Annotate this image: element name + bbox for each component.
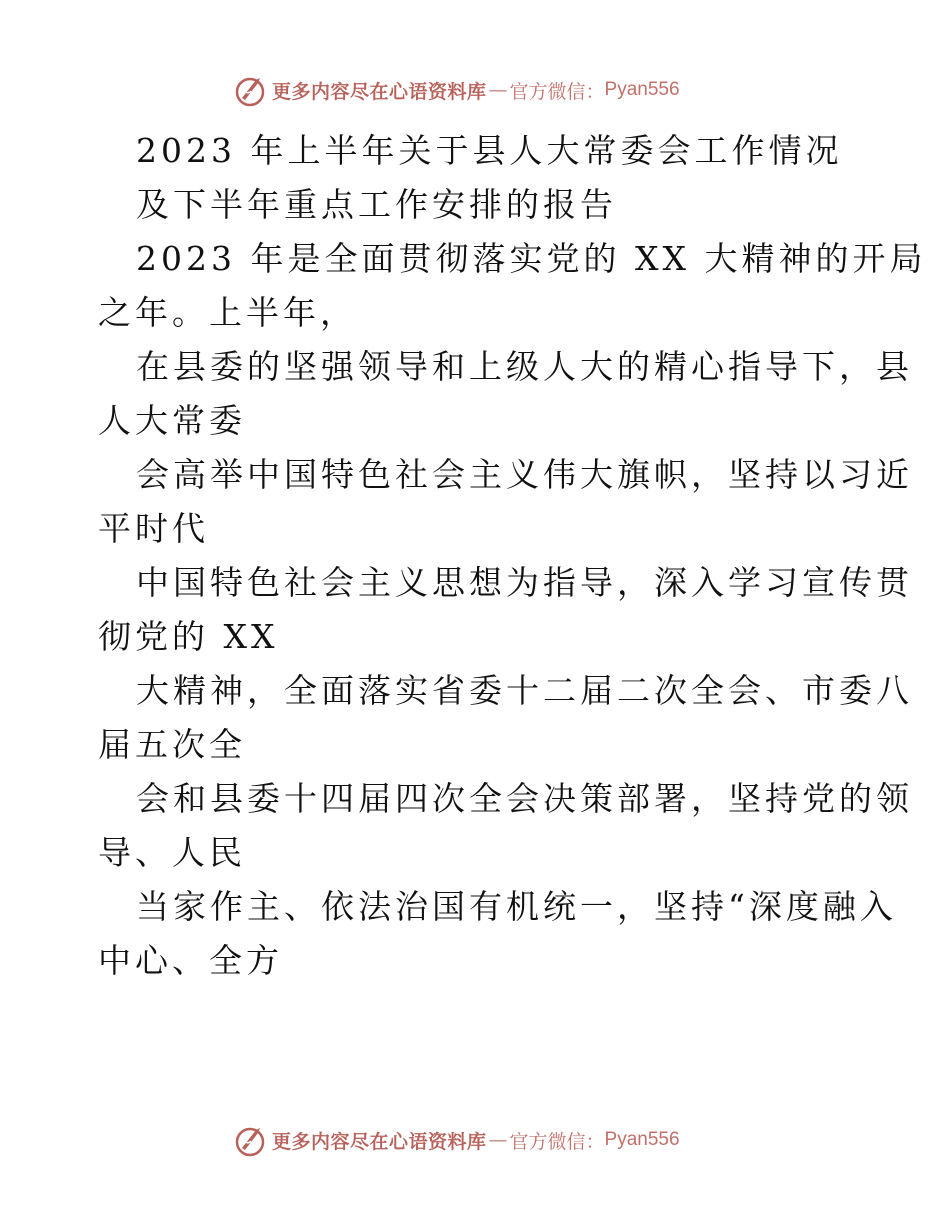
text-line: 中心、全方 [98, 941, 283, 980]
report-body [98, 124, 927, 988]
footer-watermark [232, 1120, 680, 1160]
text-line: 届五次全 [98, 725, 246, 764]
text-line: 平时代 [98, 509, 209, 548]
watermark-sub-text: 官方微信： [509, 1130, 605, 1153]
watermark-main-text: 更多内容尽在心语资料库 [272, 1130, 487, 1153]
text-line: 及下半年重点工作安排的报告 [136, 185, 617, 224]
text-line: 导、人民 [98, 833, 246, 872]
watermark-main-text: 更多内容尽在心语资料库 [272, 80, 487, 103]
text-line: 人大常委 [98, 401, 246, 440]
text-line: 会和县委十四届四次全会决策部署，坚持党的领 [136, 779, 913, 818]
watermark-wechat-id: Pyan556 [604, 1129, 680, 1150]
text-line: 中国特色社会主义思想为指导，深入学习宣传贯 [136, 563, 913, 602]
text-line: 彻党的 XX [98, 617, 279, 656]
text-line: 当家作主、依法治国有机统一，坚持“深度融入 [136, 887, 897, 926]
watermark-dash: — [488, 79, 508, 101]
quill-logo-icon [232, 1122, 268, 1158]
watermark-wechat-id: Pyan556 [604, 79, 680, 100]
quill-logo-icon [232, 72, 268, 108]
watermark-sub-text: 官方微信： [509, 80, 605, 103]
text-line: 2023 年是全面贯彻落实党的 XX 大精神的开局 [136, 239, 927, 278]
text-line: 会高举中国特色社会主义伟大旗帜，坚持以习近 [136, 455, 913, 494]
text-line: 之年。上半年， [98, 293, 357, 332]
text-line: 2023 年上半年关于县人大常委会工作情况 [136, 131, 843, 170]
text-line: 在县委的坚强领导和上级人大的精心指导下，县 [136, 347, 913, 386]
watermark-dash: — [488, 1129, 508, 1151]
text-line: 大精神，全面落实省委十二届二次全会、市委八 [136, 671, 913, 710]
header-watermark [232, 70, 680, 110]
